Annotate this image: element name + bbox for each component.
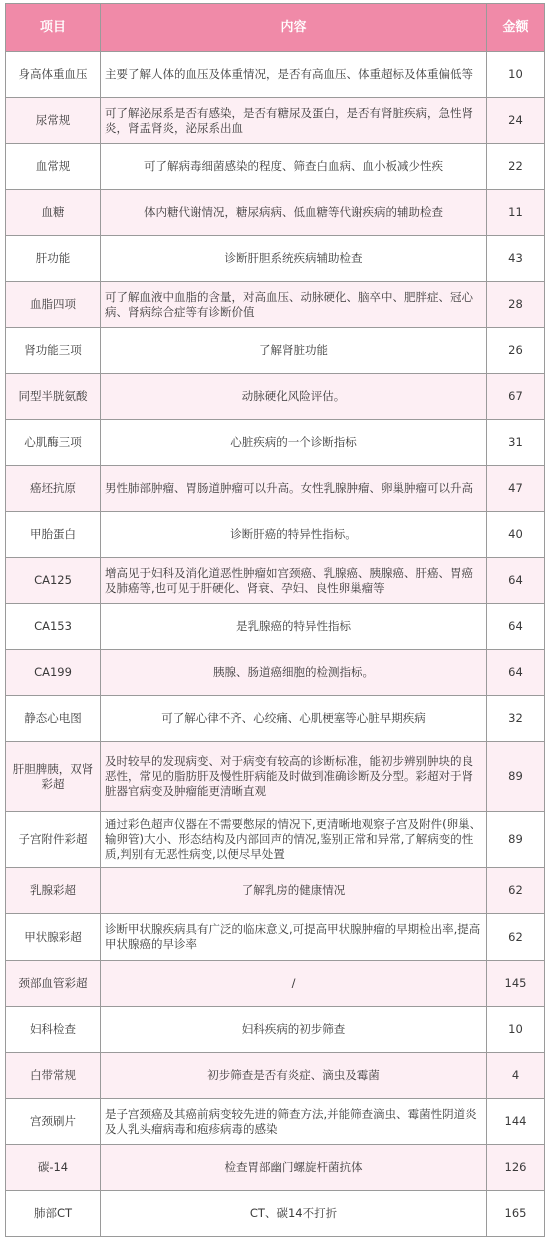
item-name: CA199	[6, 650, 101, 696]
item-name: 甲胎蛋白	[6, 512, 101, 558]
table-row	[6, 868, 545, 914]
item-description: /	[101, 961, 487, 1007]
table-row	[6, 961, 545, 1007]
item-name: CA153	[6, 604, 101, 650]
table-row	[6, 374, 545, 420]
table-row	[6, 190, 545, 236]
table-row	[6, 914, 545, 961]
item-name: CA125	[6, 558, 101, 604]
table-row	[6, 650, 545, 696]
item-price: 47	[487, 466, 545, 512]
header-item: 项目	[6, 4, 101, 52]
item-description: 及时较早的发现病变、对于病变有较高的诊断标准，能初步辨别肿块的良恶性，常见的脂肪肝及慢性肝病能及时做到准确诊断及分型。彩超对于肾脏器官病变及肿瘤能更清晰直观	[101, 742, 487, 812]
item-name: 肝功能	[6, 236, 101, 282]
table-row	[6, 696, 545, 742]
item-name: 颈部血管彩超	[6, 961, 101, 1007]
item-name: 同型半胱氨酸	[6, 374, 101, 420]
table-row	[6, 466, 545, 512]
item-price: 126	[487, 1145, 545, 1191]
item-description: 初步筛查是否有炎症、滴虫及霉菌	[101, 1053, 487, 1099]
item-price: 62	[487, 868, 545, 914]
item-price: 26	[487, 328, 545, 374]
item-name: 肺部CT	[6, 1191, 101, 1237]
item-description: 增高见于妇科及消化道恶性肿瘤如宫颈癌、乳腺癌、胰腺癌、肝癌、胃癌及肺癌等,也可见于肝硬化、肾衰、孕妇、良性卵巢瘤等	[101, 558, 487, 604]
item-name: 肝胆脾胰，双肾彩超	[6, 742, 101, 812]
price-table-container	[5, 3, 544, 1237]
table-row	[6, 420, 545, 466]
item-description: 通过彩色超声仪器在不需要憋尿的情况下,更清晰地观察子宫及附件(卵巢、输卵管)大小、形态结构及内部回声的情况,鉴别正常和异常,了解病变的性质,判别有无恶性病变,以便尽早处置	[101, 812, 487, 868]
item-name: 子宫附件彩超	[6, 812, 101, 868]
item-name: 血常规	[6, 144, 101, 190]
item-price: 10	[487, 1007, 545, 1053]
table-row	[6, 812, 545, 868]
item-price: 11	[487, 190, 545, 236]
item-name: 癌坯抗原	[6, 466, 101, 512]
item-price: 144	[487, 1099, 545, 1145]
item-description: 诊断肝癌的特异性指标。	[101, 512, 487, 558]
item-description: 诊断甲状腺疾病具有广泛的临床意义,可提高甲状腺肿瘤的早期检出率,提高甲状腺癌的早诊率	[101, 914, 487, 961]
item-price: 32	[487, 696, 545, 742]
item-description: 了解肾脏功能	[101, 328, 487, 374]
item-name: 尿常规	[6, 98, 101, 144]
table-row	[6, 1191, 545, 1237]
item-name: 血脂四项	[6, 282, 101, 328]
table-row	[6, 512, 545, 558]
table-row	[6, 144, 545, 190]
item-name: 肾功能三项	[6, 328, 101, 374]
item-price: 64	[487, 558, 545, 604]
header-price: 金额	[487, 4, 545, 52]
item-price: 165	[487, 1191, 545, 1237]
item-price: 4	[487, 1053, 545, 1099]
item-name: 乳腺彩超	[6, 868, 101, 914]
table-row	[6, 1145, 545, 1191]
item-description: 主要了解人体的血压及体重情况，是否有高血压、体重超标及体重偏低等	[101, 52, 487, 98]
item-price: 62	[487, 914, 545, 961]
item-description: 是乳腺癌的特异性指标	[101, 604, 487, 650]
table-row	[6, 1053, 545, 1099]
table-row	[6, 1099, 545, 1145]
table-row	[6, 236, 545, 282]
item-price: 89	[487, 742, 545, 812]
item-description: 可了解泌尿系是否有感染，是否有糖尿及蛋白，是否有肾脏疾病，急性肾炎，肾盂肾炎，泌尿系出血	[101, 98, 487, 144]
item-description: 检查胃部幽门螺旋杆菌抗体	[101, 1145, 487, 1191]
item-description: 了解乳房的健康情况	[101, 868, 487, 914]
item-name: 血糖	[6, 190, 101, 236]
item-price: 40	[487, 512, 545, 558]
table-body	[6, 52, 545, 1237]
item-description: 胰腺、肠道癌细胞的检测指标。	[101, 650, 487, 696]
item-price: 28	[487, 282, 545, 328]
item-description: 可了解病毒细菌感染的程度、筛查白血病、血小板减少性疾	[101, 144, 487, 190]
item-name: 静态心电图	[6, 696, 101, 742]
item-price: 31	[487, 420, 545, 466]
item-name: 白带常规	[6, 1053, 101, 1099]
item-description: 心脏疾病的一个诊断指标	[101, 420, 487, 466]
table-row	[6, 98, 545, 144]
table-row	[6, 742, 545, 812]
table-row	[6, 52, 545, 98]
item-price: 89	[487, 812, 545, 868]
item-price: 10	[487, 52, 545, 98]
item-price: 43	[487, 236, 545, 282]
table-row	[6, 604, 545, 650]
table-header	[6, 4, 545, 52]
item-name: 甲状腺彩超	[6, 914, 101, 961]
item-description: 可了解血液中血脂的含量，对高血压、动脉硬化、脑卒中、肥胖症、冠心病、肾病综合症等有诊断价值	[101, 282, 487, 328]
item-price: 22	[487, 144, 545, 190]
table-row	[6, 1007, 545, 1053]
item-description: 妇科疾病的初步筛查	[101, 1007, 487, 1053]
table-row	[6, 282, 545, 328]
table-row	[6, 328, 545, 374]
item-name: 碳-14	[6, 1145, 101, 1191]
item-description: 动脉硬化风险评估。	[101, 374, 487, 420]
item-description: CT、碳14不打折	[101, 1191, 487, 1237]
item-name: 妇科检查	[6, 1007, 101, 1053]
item-price: 24	[487, 98, 545, 144]
item-price: 67	[487, 374, 545, 420]
item-price: 64	[487, 650, 545, 696]
item-name: 心肌酶三项	[6, 420, 101, 466]
item-name: 身高体重血压	[6, 52, 101, 98]
checkup-price-table	[5, 3, 545, 1237]
header-content: 内容	[101, 4, 487, 52]
item-description: 是子宫颈癌及其癌前病变较先进的筛查方法,并能筛查滴虫、霉菌性阴道炎及人乳头瘤病毒和疱疹病毒的感染	[101, 1099, 487, 1145]
table-row	[6, 558, 545, 604]
item-description: 男性肺部肿瘤、胃肠道肿瘤可以升高。女性乳腺肿瘤、卵巢肿瘤可以升高	[101, 466, 487, 512]
item-price: 145	[487, 961, 545, 1007]
item-description: 诊断肝胆系统疾病辅助检查	[101, 236, 487, 282]
item-description: 体内糖代谢情况，糖尿病病、低血糖等代谢疾病的辅助检查	[101, 190, 487, 236]
item-price: 64	[487, 604, 545, 650]
item-name: 宫颈刷片	[6, 1099, 101, 1145]
item-description: 可了解心律不齐、心绞痛、心肌梗塞等心脏早期疾病	[101, 696, 487, 742]
